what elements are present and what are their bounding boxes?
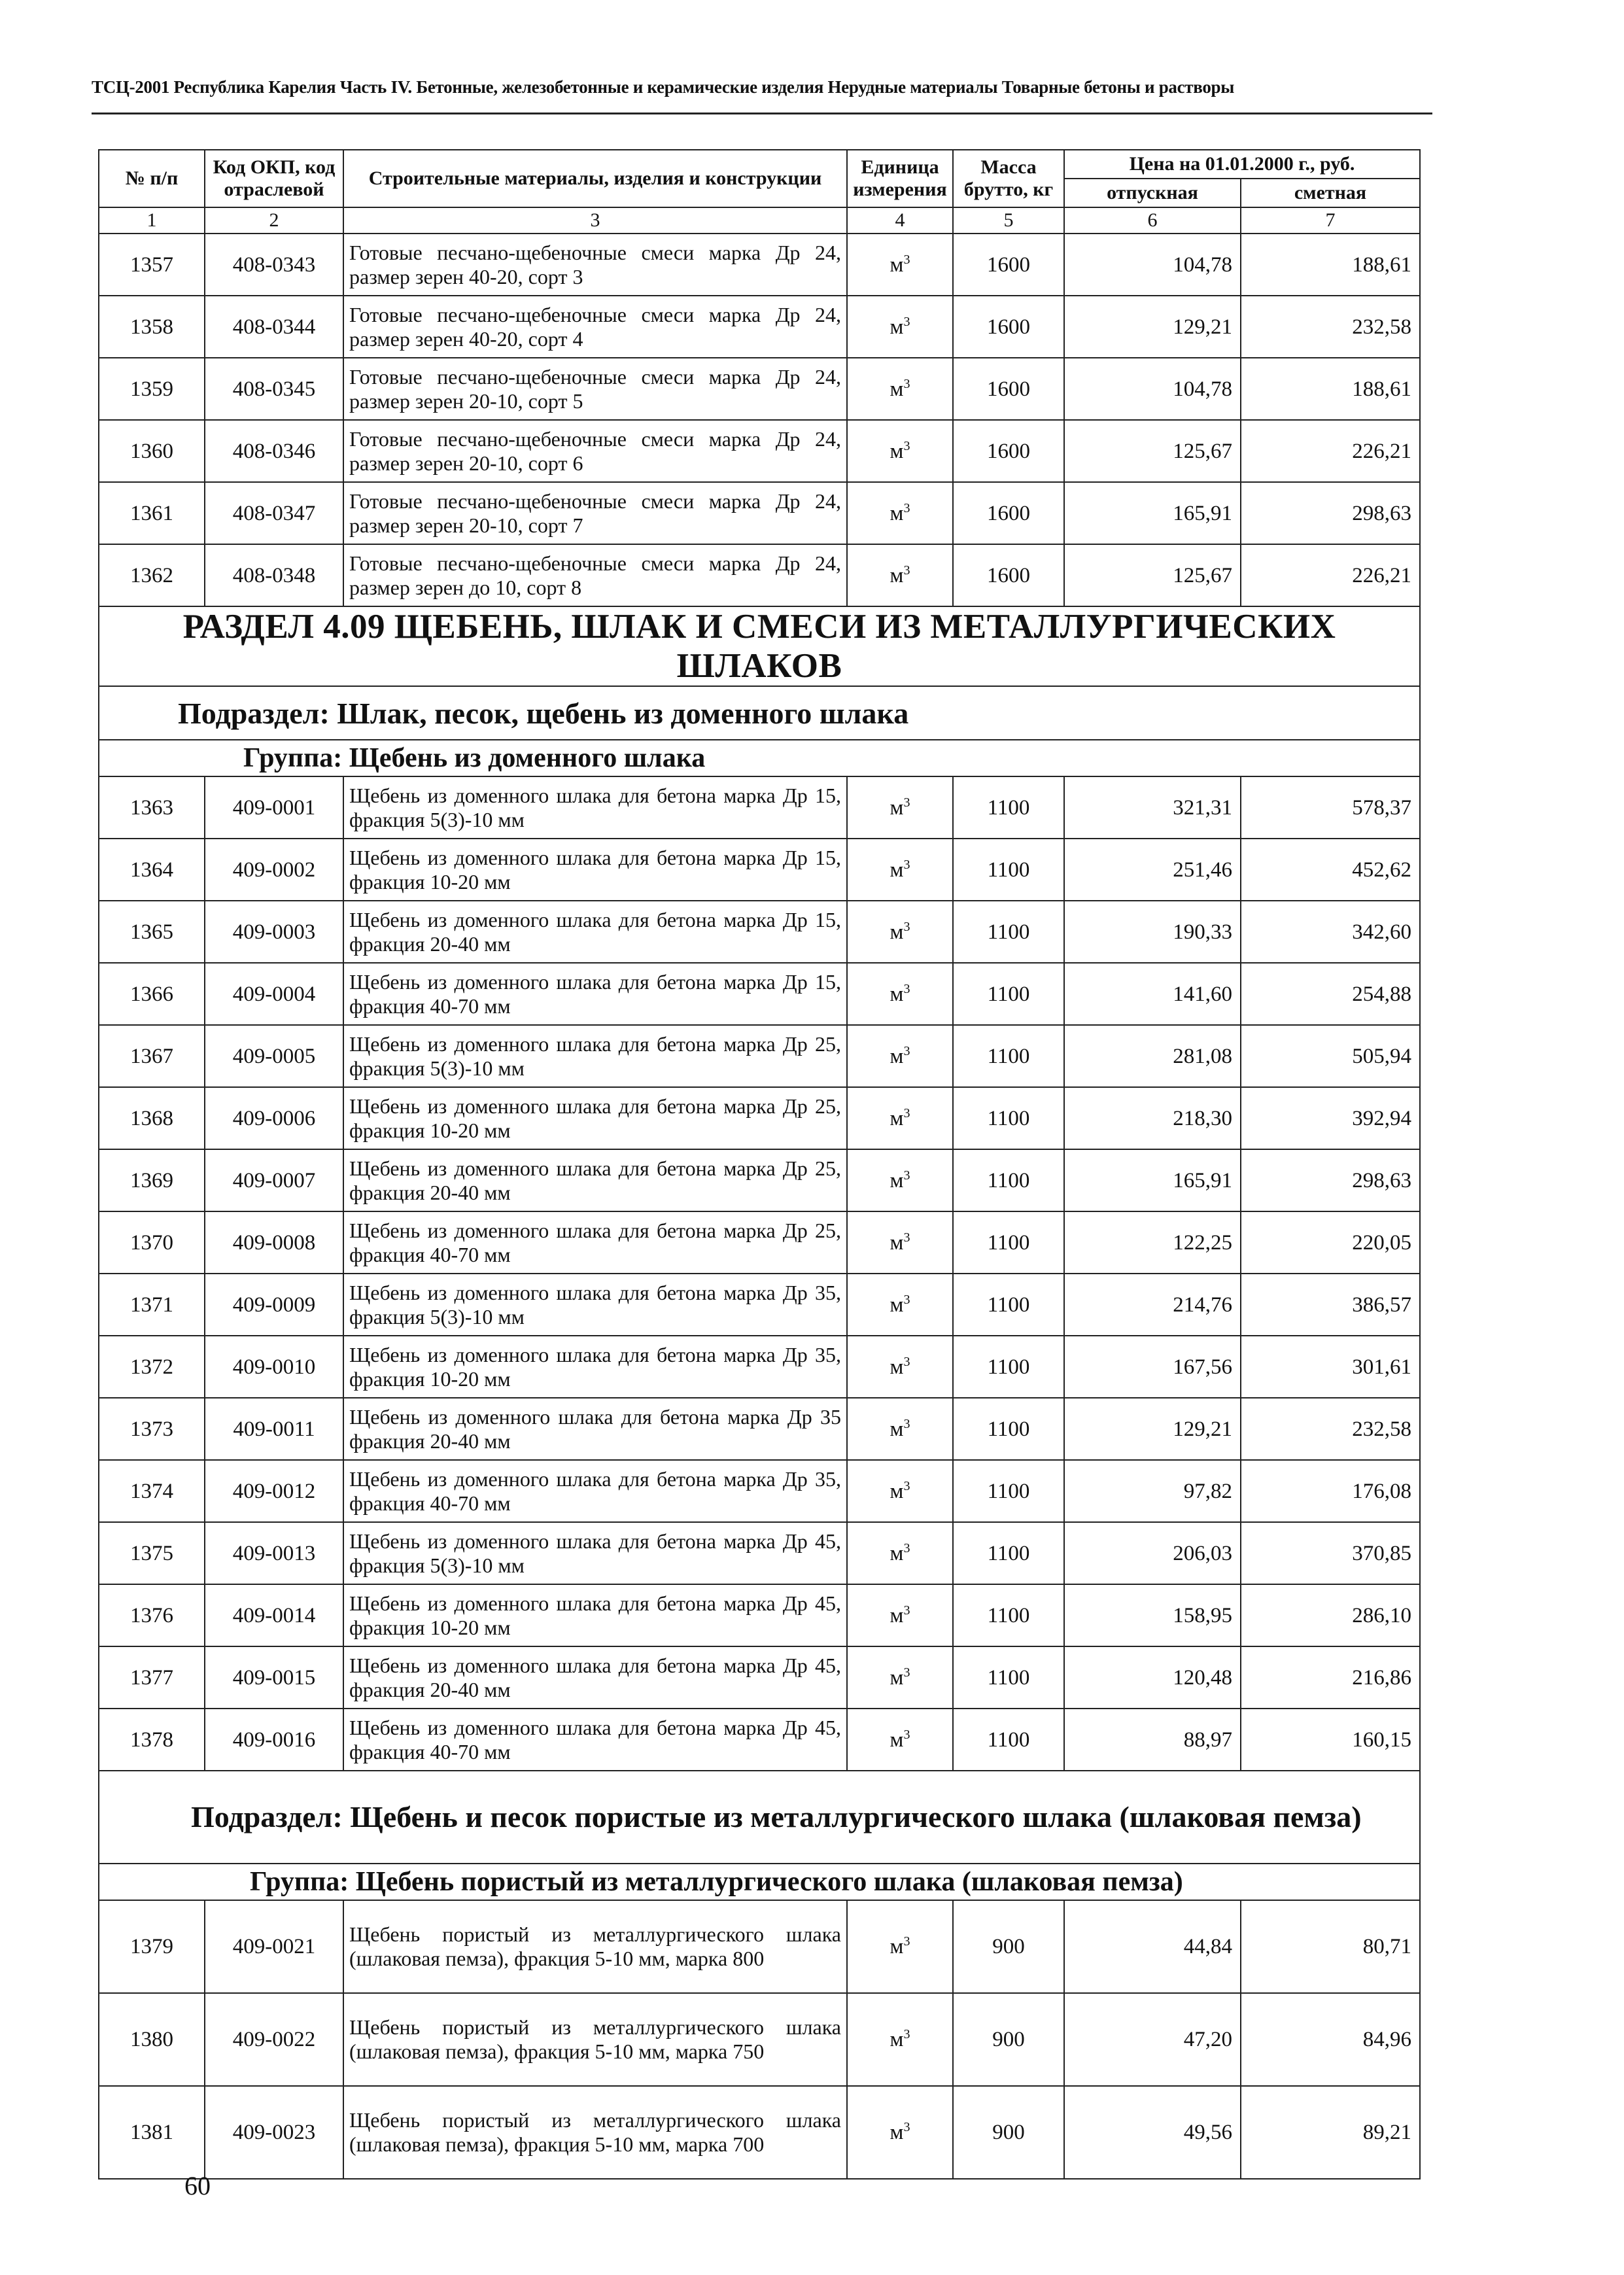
unit-exponent: 3 xyxy=(903,919,910,934)
unit-cell xyxy=(847,1087,953,1149)
okp-code: 408-0343 xyxy=(205,234,343,296)
mass-value: 900 xyxy=(953,2086,1064,2179)
unit-cell xyxy=(847,1025,953,1087)
table-row xyxy=(99,963,1420,1025)
unit-exponent: 3 xyxy=(903,563,910,578)
release-price: 104,78 xyxy=(1064,358,1241,420)
release-price: 120,48 xyxy=(1064,1646,1241,1709)
table-row xyxy=(99,1274,1420,1336)
unit-exponent: 3 xyxy=(903,1665,910,1680)
col-header-price: Цена на 01.01.2000 г., руб. xyxy=(1064,150,1420,179)
unit-exponent: 3 xyxy=(903,252,910,267)
table-row xyxy=(99,234,1420,296)
row-number: 1373 xyxy=(99,1398,205,1460)
table-header xyxy=(99,150,1420,234)
unit-exponent: 3 xyxy=(903,2027,910,2041)
okp-code: 408-0345 xyxy=(205,358,343,420)
subsection-title-2: Подраздел: Щебень и песок пористые из металлургического шлака (шлаковая пемза) xyxy=(99,1771,1420,1864)
row-number: 1362 xyxy=(99,544,205,606)
release-price: 125,67 xyxy=(1064,420,1241,482)
unit-cell xyxy=(847,1211,953,1274)
release-price: 190,33 xyxy=(1064,901,1241,963)
mass-value: 1600 xyxy=(953,420,1064,482)
unit-base: м xyxy=(890,920,904,944)
table-row xyxy=(99,1025,1420,1087)
okp-code: 409-0021 xyxy=(205,1900,343,1993)
column-number: 4 xyxy=(847,207,953,234)
unit-exponent: 3 xyxy=(903,1230,910,1245)
mass-value: 1100 xyxy=(953,1211,1064,1274)
row-number: 1360 xyxy=(99,420,205,482)
okp-code: 409-0022 xyxy=(205,1993,343,2086)
row-number: 1378 xyxy=(99,1709,205,1771)
mass-value: 1100 xyxy=(953,901,1064,963)
table-row xyxy=(99,1993,1420,2086)
col-header-estimate: сметная xyxy=(1241,179,1420,207)
unit-base: м xyxy=(890,563,904,587)
unit-exponent: 3 xyxy=(903,1105,910,1120)
table-row xyxy=(99,1336,1420,1398)
unit-exponent: 3 xyxy=(903,857,910,872)
estimate-price: 301,61 xyxy=(1241,1336,1420,1398)
estimate-price: 254,88 xyxy=(1241,963,1420,1025)
item-name: Готовые песчано-щебеночные смеси марка Др 24, размер зерен 40-20, сорт 3 xyxy=(343,234,847,296)
item-name: Щебень из доменного шлака для бетона марка Др 15, фракция 20-40 мм xyxy=(343,901,847,963)
unit-base: м xyxy=(890,795,904,820)
row-number: 1367 xyxy=(99,1025,205,1087)
release-price: 141,60 xyxy=(1064,963,1241,1025)
release-price: 97,82 xyxy=(1064,1460,1241,1522)
mass-value: 1100 xyxy=(953,1336,1064,1398)
table-row xyxy=(99,1149,1420,1211)
table-row xyxy=(99,1211,1420,1274)
row-number: 1375 xyxy=(99,1522,205,1584)
unit-base: м xyxy=(890,1044,904,1068)
okp-code: 408-0347 xyxy=(205,482,343,544)
unit-cell xyxy=(847,1646,953,1709)
item-name: Щебень из доменного шлака для бетона марка Др 25, фракция 5(3)-10 мм xyxy=(343,1025,847,1087)
unit-cell xyxy=(847,1336,953,1398)
row-number: 1365 xyxy=(99,901,205,963)
unit-cell xyxy=(847,901,953,963)
table-row xyxy=(99,1087,1420,1149)
table-row xyxy=(99,1709,1420,1771)
estimate-price: 370,85 xyxy=(1241,1522,1420,1584)
okp-code: 409-0015 xyxy=(205,1646,343,1709)
unit-cell xyxy=(847,1398,953,1460)
row-number: 1379 xyxy=(99,1900,205,1993)
estimate-price: 188,61 xyxy=(1241,234,1420,296)
row-number: 1369 xyxy=(99,1149,205,1211)
unit-base: м xyxy=(890,439,904,463)
table-row xyxy=(99,1522,1420,1584)
unit-exponent: 3 xyxy=(903,1603,910,1618)
row-number: 1364 xyxy=(99,839,205,901)
column-number: 2 xyxy=(205,207,343,234)
unit-base: м xyxy=(890,1355,904,1379)
release-price: 165,91 xyxy=(1064,482,1241,544)
estimate-price: 298,63 xyxy=(1241,1149,1420,1211)
okp-code: 409-0016 xyxy=(205,1709,343,1771)
mass-value: 1100 xyxy=(953,1646,1064,1709)
unit-cell xyxy=(847,1993,953,2086)
mass-value: 1100 xyxy=(953,1274,1064,1336)
estimate-price: 505,94 xyxy=(1241,1025,1420,1087)
item-name: Щебень из доменного шлака для бетона марка Др 45, фракция 40-70 мм xyxy=(343,1709,847,1771)
unit-cell xyxy=(847,234,953,296)
okp-code: 409-0004 xyxy=(205,963,343,1025)
table-row xyxy=(99,482,1420,544)
mass-value: 1100 xyxy=(953,1460,1064,1522)
row-number: 1374 xyxy=(99,1460,205,1522)
estimate-price: 84,96 xyxy=(1241,1993,1420,2086)
item-name: Готовые песчано-щебеночные смеси марка Др 24, размер зерен 20-10, сорт 7 xyxy=(343,482,847,544)
estimate-price: 89,21 xyxy=(1241,2086,1420,2179)
row-number: 1372 xyxy=(99,1336,205,1398)
item-name: Щебень из доменного шлака для бетона марка Др 25, фракция 10-20 мм xyxy=(343,1087,847,1149)
unit-base: м xyxy=(890,1935,904,1958)
column-number: 6 xyxy=(1064,207,1241,234)
release-price: 206,03 xyxy=(1064,1522,1241,1584)
release-price: 167,56 xyxy=(1064,1336,1241,1398)
table-row xyxy=(99,358,1420,420)
estimate-price: 298,63 xyxy=(1241,482,1420,544)
unit-exponent: 3 xyxy=(903,314,910,329)
mass-value: 1100 xyxy=(953,1709,1064,1771)
column-number: 3 xyxy=(343,207,847,234)
estimate-price: 216,86 xyxy=(1241,1646,1420,1709)
estimate-price: 226,21 xyxy=(1241,544,1420,606)
estimate-price: 232,58 xyxy=(1241,296,1420,358)
unit-base: м xyxy=(890,1479,904,1503)
unit-cell xyxy=(847,482,953,544)
release-price: 104,78 xyxy=(1064,234,1241,296)
rows-group2 xyxy=(99,1900,1420,2179)
mass-value: 1100 xyxy=(953,839,1064,901)
okp-code: 409-0011 xyxy=(205,1398,343,1460)
release-price: 281,08 xyxy=(1064,1025,1241,1087)
page-number: 60 xyxy=(184,2171,211,2200)
item-name: Готовые песчано-щебеночные смеси марка Др 24, размер зерен 20-10, сорт 5 xyxy=(343,358,847,420)
row-number: 1361 xyxy=(99,482,205,544)
unit-base: м xyxy=(890,377,904,401)
okp-code: 408-0348 xyxy=(205,544,343,606)
mass-value: 1100 xyxy=(953,1522,1064,1584)
column-number: 7 xyxy=(1241,207,1420,234)
okp-code: 408-0346 xyxy=(205,420,343,482)
item-name: Щебень из доменного шлака для бетона марка Др 35, фракция 10-20 мм xyxy=(343,1336,847,1398)
unit-cell xyxy=(847,1900,953,1993)
col-header-mass: Масса брутто, кг xyxy=(953,150,1064,207)
okp-code: 409-0009 xyxy=(205,1274,343,1336)
estimate-price: 392,94 xyxy=(1241,1087,1420,1149)
table-row xyxy=(99,1460,1420,1522)
unit-cell xyxy=(847,2086,953,2179)
unit-base: м xyxy=(890,982,904,1006)
item-name: Готовые песчано-щебеночные смеси марка Др 24, размер зерен 20-10, сорт 6 xyxy=(343,420,847,482)
release-price: 158,95 xyxy=(1064,1584,1241,1646)
unit-exponent: 3 xyxy=(903,981,910,996)
unit-cell xyxy=(847,358,953,420)
row-number: 1358 xyxy=(99,296,205,358)
mass-value: 1100 xyxy=(953,1398,1064,1460)
unit-exponent: 3 xyxy=(903,795,910,810)
estimate-price: 226,21 xyxy=(1241,420,1420,482)
item-name: Щебень пористый из металлургического шлака (шлаковая пемза), фракция 5-10 мм, марка 700 xyxy=(343,2086,847,2179)
subsection-title: Подраздел: Шлак, песок, щебень из доменного шлака xyxy=(99,686,1420,740)
table-row xyxy=(99,420,1420,482)
row-number: 1363 xyxy=(99,776,205,839)
unit-cell xyxy=(847,839,953,901)
unit-cell xyxy=(847,1149,953,1211)
unit-base: м xyxy=(890,1541,904,1565)
unit-base: м xyxy=(890,1665,904,1690)
unit-cell xyxy=(847,296,953,358)
col-header-number: № п/п xyxy=(99,150,205,207)
estimate-price: 160,15 xyxy=(1241,1709,1420,1771)
col-header-okp: Код ОКП, код отраслевой xyxy=(205,150,343,207)
unit-base: м xyxy=(890,858,904,882)
header-rule xyxy=(92,113,1432,114)
row-number: 1381 xyxy=(99,2086,205,2179)
mass-value: 1100 xyxy=(953,776,1064,839)
unit-base: м xyxy=(890,1728,904,1752)
column-number: 1 xyxy=(99,207,205,234)
item-name: Щебень пористый из металлургического шлака (шлаковая пемза), фракция 5-10 мм, марка 800 xyxy=(343,1900,847,1993)
running-header: ТСЦ-2001 Республика Карелия Часть IV. Бетонные, железобетонные и керамические изделия Нерудные материалы Товарные бетоны и растворы xyxy=(92,77,1235,97)
row-number: 1370 xyxy=(99,1211,205,1274)
release-price: 251,46 xyxy=(1064,839,1241,901)
estimate-price: 286,10 xyxy=(1241,1584,1420,1646)
release-price: 88,97 xyxy=(1064,1709,1241,1771)
release-price: 125,67 xyxy=(1064,544,1241,606)
column-number-row xyxy=(99,207,1420,234)
unit-base: м xyxy=(890,1106,904,1130)
mass-value: 1600 xyxy=(953,544,1064,606)
unit-exponent: 3 xyxy=(903,2120,910,2134)
row-number: 1377 xyxy=(99,1646,205,1709)
okp-code: 409-0007 xyxy=(205,1149,343,1211)
price-table xyxy=(98,149,1421,2179)
unit-exponent: 3 xyxy=(903,376,910,391)
okp-code: 409-0002 xyxy=(205,839,343,901)
row-number: 1359 xyxy=(99,358,205,420)
price-table-sheet xyxy=(98,149,1419,2179)
estimate-price: 386,57 xyxy=(1241,1274,1420,1336)
item-name: Готовые песчано-щебеночные смеси марка Др 24, размер зерен до 10, сорт 8 xyxy=(343,544,847,606)
table-row xyxy=(99,544,1420,606)
release-price: 321,31 xyxy=(1064,776,1241,839)
item-name: Щебень из доменного шлака для бетона марка Др 15, фракция 10-20 мм xyxy=(343,839,847,901)
item-name: Щебень из доменного шлака для бетона марка Др 25, фракция 20-40 мм xyxy=(343,1149,847,1211)
table-row xyxy=(99,296,1420,358)
table-row xyxy=(99,839,1420,901)
table-row xyxy=(99,2086,1420,2179)
section-title: РАЗДЕЛ 4.09 ЩЕБЕНЬ, ШЛАК И СМЕСИ ИЗ МЕТАЛЛУРГИЧЕСКИХ ШЛАКОВ xyxy=(99,606,1420,686)
unit-base: м xyxy=(890,1603,904,1627)
okp-code: 409-0006 xyxy=(205,1087,343,1149)
unit-exponent: 3 xyxy=(903,1043,910,1058)
estimate-price: 452,62 xyxy=(1241,839,1420,901)
mass-value: 1600 xyxy=(953,296,1064,358)
unit-exponent: 3 xyxy=(903,1168,910,1183)
item-name: Готовые песчано-щебеночные смеси марка Др 24, размер зерен 40-20, сорт 4 xyxy=(343,296,847,358)
rows-top xyxy=(99,234,1420,606)
okp-code: 409-0013 xyxy=(205,1522,343,1584)
release-price: 122,25 xyxy=(1064,1211,1241,1274)
mass-value: 1100 xyxy=(953,1149,1064,1211)
unit-cell xyxy=(847,1709,953,1771)
table-row xyxy=(99,1584,1420,1646)
estimate-price: 232,58 xyxy=(1241,1398,1420,1460)
unit-base: м xyxy=(890,2028,904,2051)
unit-base: м xyxy=(890,315,904,339)
row-number: 1357 xyxy=(99,234,205,296)
unit-base: м xyxy=(890,1293,904,1317)
release-price: 44,84 xyxy=(1064,1900,1241,1993)
release-price: 129,21 xyxy=(1064,296,1241,358)
unit-cell xyxy=(847,1460,953,1522)
release-price: 49,56 xyxy=(1064,2086,1241,2179)
mass-value: 900 xyxy=(953,1900,1064,1993)
mass-value: 1100 xyxy=(953,963,1064,1025)
release-price: 214,76 xyxy=(1064,1274,1241,1336)
row-number: 1371 xyxy=(99,1274,205,1336)
estimate-price: 176,08 xyxy=(1241,1460,1420,1522)
unit-cell xyxy=(847,1584,953,1646)
okp-code: 409-0008 xyxy=(205,1211,343,1274)
item-name: Щебень из доменного шлака для бетона марка Др 15, фракция 5(3)-10 мм xyxy=(343,776,847,839)
table-row xyxy=(99,1398,1420,1460)
rows-group1 xyxy=(99,776,1420,1771)
item-name: Щебень пористый из металлургического шлака (шлаковая пемза), фракция 5-10 мм, марка 750 xyxy=(343,1993,847,2086)
unit-exponent: 3 xyxy=(903,1934,910,1949)
item-name: Щебень из доменного шлака для бетона марка Др 35, фракция 40-70 мм xyxy=(343,1460,847,1522)
estimate-price: 80,71 xyxy=(1241,1900,1420,1993)
unit-cell xyxy=(847,544,953,606)
table-row xyxy=(99,1646,1420,1709)
unit-cell xyxy=(847,776,953,839)
unit-base: м xyxy=(890,252,904,277)
okp-code: 409-0012 xyxy=(205,1460,343,1522)
unit-exponent: 3 xyxy=(903,438,910,453)
table-row xyxy=(99,776,1420,839)
unit-exponent: 3 xyxy=(903,1416,910,1431)
col-header-release: отпускная xyxy=(1064,179,1241,207)
row-number: 1366 xyxy=(99,963,205,1025)
item-name: Щебень из доменного шлака для бетона марка Др 35, фракция 5(3)-10 мм xyxy=(343,1274,847,1336)
row-number: 1368 xyxy=(99,1087,205,1149)
release-price: 218,30 xyxy=(1064,1087,1241,1149)
unit-cell xyxy=(847,1274,953,1336)
unit-base: м xyxy=(890,1417,904,1441)
mass-value: 1600 xyxy=(953,234,1064,296)
okp-code: 409-0005 xyxy=(205,1025,343,1087)
okp-code: 409-0003 xyxy=(205,901,343,963)
unit-base: м xyxy=(890,2121,904,2144)
item-name: Щебень из доменного шлака для бетона марка Др 45, фракция 10-20 мм xyxy=(343,1584,847,1646)
unit-cell xyxy=(847,963,953,1025)
mass-value: 1600 xyxy=(953,482,1064,544)
mass-value: 1100 xyxy=(953,1025,1064,1087)
row-number: 1376 xyxy=(99,1584,205,1646)
item-name: Щебень из доменного шлака для бетона марка Др 45, фракция 20-40 мм xyxy=(343,1646,847,1709)
col-header-unit: Единица измерения xyxy=(847,150,953,207)
group-title: Группа: Щебень из доменного шлака xyxy=(99,740,1420,776)
release-price: 165,91 xyxy=(1064,1149,1241,1211)
estimate-price: 578,37 xyxy=(1241,776,1420,839)
unit-base: м xyxy=(890,1168,904,1192)
unit-base: м xyxy=(890,501,904,525)
estimate-price: 220,05 xyxy=(1241,1211,1420,1274)
unit-exponent: 3 xyxy=(903,1478,910,1493)
item-name: Щебень из доменного шлака для бетона марка Др 45, фракция 5(3)-10 мм xyxy=(343,1522,847,1584)
item-name: Щебень из доменного шлака для бетона марка Др 25, фракция 40-70 мм xyxy=(343,1211,847,1274)
unit-cell xyxy=(847,1522,953,1584)
unit-exponent: 3 xyxy=(903,1727,910,1742)
unit-exponent: 3 xyxy=(903,1292,910,1307)
estimate-price: 342,60 xyxy=(1241,901,1420,963)
col-header-name: Строительные материалы, изделия и конструкции xyxy=(343,150,847,207)
item-name: Щебень из доменного шлака для бетона марка Др 15, фракция 40-70 мм xyxy=(343,963,847,1025)
mass-value: 900 xyxy=(953,1993,1064,2086)
mass-value: 1600 xyxy=(953,358,1064,420)
okp-code: 409-0014 xyxy=(205,1584,343,1646)
table-row xyxy=(99,901,1420,963)
unit-cell xyxy=(847,420,953,482)
table-row xyxy=(99,1900,1420,1993)
unit-exponent: 3 xyxy=(903,1540,910,1555)
unit-base: м xyxy=(890,1230,904,1255)
item-name: Щебень из доменного шлака для бетона марка Др 35 фракция 20-40 мм xyxy=(343,1398,847,1460)
release-price: 129,21 xyxy=(1064,1398,1241,1460)
mass-value: 1100 xyxy=(953,1584,1064,1646)
row-number: 1380 xyxy=(99,1993,205,2086)
release-price: 47,20 xyxy=(1064,1993,1241,2086)
column-number: 5 xyxy=(953,207,1064,234)
unit-exponent: 3 xyxy=(903,1354,910,1369)
okp-code: 409-0010 xyxy=(205,1336,343,1398)
estimate-price: 188,61 xyxy=(1241,358,1420,420)
okp-code: 408-0344 xyxy=(205,296,343,358)
okp-code: 409-0001 xyxy=(205,776,343,839)
group-title-2: Группа: Щебень пористый из металлургического шлака (шлаковая пемза) xyxy=(99,1864,1420,1900)
mass-value: 1100 xyxy=(953,1087,1064,1149)
unit-exponent: 3 xyxy=(903,500,910,515)
okp-code: 409-0023 xyxy=(205,2086,343,2179)
